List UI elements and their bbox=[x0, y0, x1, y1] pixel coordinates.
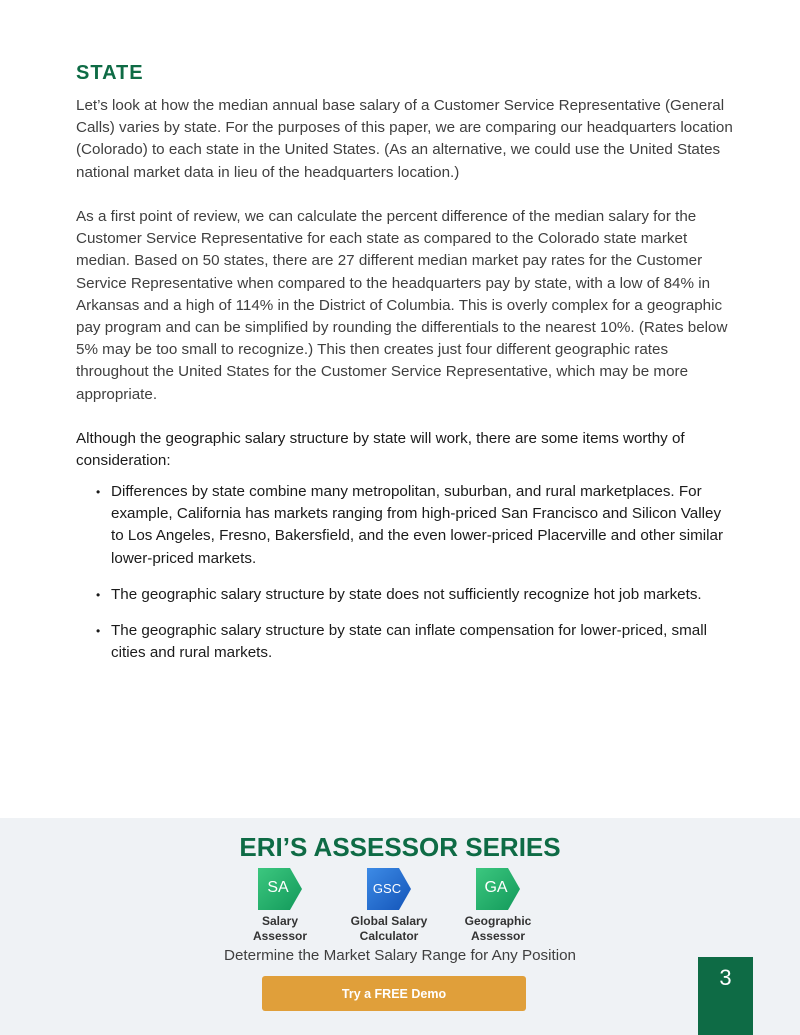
bullet-icon: • bbox=[96, 624, 101, 639]
list-item bbox=[96, 620, 736, 664]
review-paragraph: As a first point of review, we can calculate the percent difference of the median salary for the Customer Service Representative for each state as compared to the Colorado state market median. Based on 50 states, there are 27 different median market pay rates for the Customer Service Representative when compared to the headquarters pay by state, with a low of 84% in Arkansas and a high of 114% in the District of Columbia. This is overly complex for a geographic pay program and can be simplified by rounding the differentials to the nearest 10%. (Rates below 5% may be too small to recognize.) This then creates just four different geographic rates throughout the United States for the Customer Service Representative, which may be more appropriate. bbox=[76, 208, 728, 403]
product-label: Geographic Assessor bbox=[464, 914, 532, 943]
sa-logo-icon: SA bbox=[258, 868, 302, 910]
list-item bbox=[96, 481, 736, 570]
product-salary-assessor[interactable] bbox=[225, 868, 335, 943]
page-number: 3 bbox=[698, 957, 753, 1035]
product-global-salary-calculator[interactable] bbox=[334, 868, 444, 943]
list-item-text: The geographic salary structure by state does not sufficiently recognize hot job markets. bbox=[111, 585, 702, 603]
bullet-icon: • bbox=[96, 485, 101, 499]
product-label: Global Salary Calculator bbox=[350, 914, 428, 943]
bullet-icon: • bbox=[96, 587, 101, 602]
intro-paragraph: Let’s look at how the median annual base salary of a Customer Service Representative (General Calls) varies by state. For the purposes of this paper, we are comparing our headquarters location (Colorado) to each state in the United States. (As an alternative, we could use the United States national market data in lieu of the headquarters location.) bbox=[76, 97, 733, 181]
free-demo-button[interactable]: Try a FREE Demo bbox=[262, 976, 526, 1011]
list-item-text: Differences by state combine many metropolitan, suburban, and rural marketplaces. For example, California has markets ranging from high-priced San Francisco and Silicon Valley to Los Angeles, Fresno, Bakersfield, and the even lower-priced Placerville and other similar lower-priced markets. bbox=[111, 483, 724, 567]
gsc-logo-icon: GSC bbox=[367, 868, 411, 910]
list-item bbox=[96, 584, 736, 606]
tagline: Determine the Market Salary Range for Any Position bbox=[223, 947, 576, 964]
list-item-text: The geographic salary structure by state can inflate compensation for lower-priced, small cities and rural markets. bbox=[111, 622, 707, 662]
consideration-list bbox=[96, 481, 736, 678]
series-title: ERI’S ASSESSOR SERIES bbox=[239, 832, 561, 862]
product-geographic-assessor[interactable] bbox=[443, 868, 553, 943]
product-label: Salary Assessor bbox=[252, 914, 308, 943]
ga-logo-icon: GA bbox=[476, 868, 520, 910]
consideration-paragraph: Although the geographic salary structure by state will work, there are some items worthy of consideration: bbox=[76, 430, 685, 470]
section-heading: STATE bbox=[76, 62, 144, 84]
